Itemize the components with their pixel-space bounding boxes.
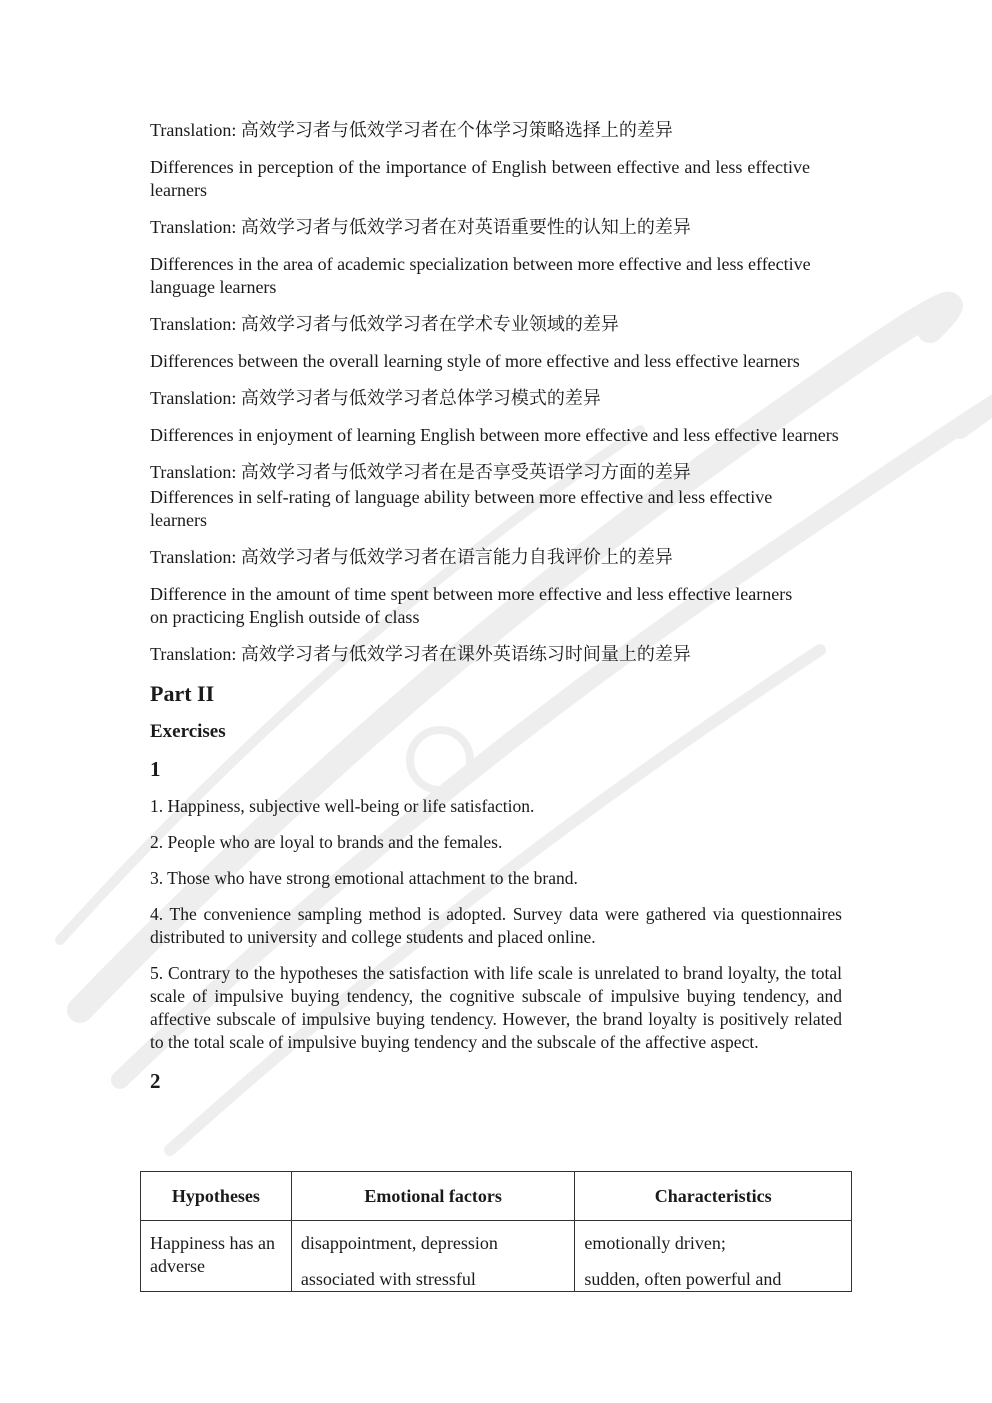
translation-line: Translation: 高效学习者与低效学习者在个体学习策略选择上的差异 (150, 120, 673, 140)
section-number: 2 (150, 1069, 161, 1093)
part-title: Part II (150, 681, 215, 706)
answer-item: 5. Contrary to the hypotheses the satisfaction with life scale is unrelated to brand loyalty, the total scale of impulsive buying tendency, the cognitive subscale of impulsive buying tendency, and affective subscale of impulsive buying tendency. However, the brand loyalty is positively related to the total scale of impulsive buying tendency and the subscale of the affective aspect. (150, 963, 842, 1052)
answer-item: 1. Happiness, subjective well-being or life satisfaction. (150, 796, 535, 816)
hypotheses-table (140, 1171, 852, 1292)
cell-text: emotionally driven; (584, 1233, 726, 1253)
table-row (141, 1221, 852, 1292)
english-line: Differences in the area of academic specialization between more effective and less effective language learners (150, 254, 811, 297)
header-emotional-factors: Emotional factors (291, 1172, 575, 1221)
cell-text: sudden, often powerful and (584, 1269, 782, 1289)
section-number: 1 (150, 757, 161, 781)
translation-line: Translation: 高效学习者与低效学习者总体学习模式的差异 (150, 388, 601, 408)
cell-characteristics (575, 1221, 852, 1292)
exercises-title: Exercises (150, 721, 226, 742)
document-body (150, 119, 842, 1094)
answer-item: 2. People who are loyal to brands and the females. (150, 832, 503, 852)
english-line: Difference in the amount of time spent between more effective and less effective learners on practicing English outside of class (150, 584, 793, 627)
table-header-row (141, 1172, 852, 1221)
header-hypotheses: Hypotheses (141, 1172, 292, 1221)
header-characteristics: Characteristics (575, 1172, 852, 1221)
cell-text: associated with stressful (300, 1269, 476, 1289)
cell-emotional-factors (291, 1221, 575, 1292)
english-line: Differences in self-rating of language ability between more effective and less effective learners (150, 487, 773, 530)
cell-hypotheses: Happiness has an adverse (141, 1221, 292, 1292)
answer-item: 4. The convenience sampling method is adopted. Survey data were gathered via questionnaires distributed to university and college students and placed online. (150, 904, 842, 947)
english-line: Differences between the overall learning style of more effective and less effective learners (150, 351, 800, 371)
translation-line: Translation: 高效学习者与低效学习者在课外英语练习时间量上的差异 (150, 644, 691, 664)
translation-line: Translation: 高效学习者与低效学习者在语言能力自我评价上的差异 (150, 547, 673, 567)
translation-line: Translation: 高效学习者与低效学习者在学术专业领域的差异 (150, 314, 619, 334)
answer-item: 3. Those who have strong emotional attachment to the brand. (150, 868, 578, 888)
cell-text: disappointment, depression (300, 1233, 498, 1253)
english-line: Differences in perception of the importance of English between effective and less effective learners (150, 157, 810, 200)
translation-line: Translation: 高效学习者与低效学习者在对英语重要性的认知上的差异 (150, 217, 691, 237)
english-line: Differences in enjoyment of learning English between more effective and less effective learners (150, 425, 839, 445)
hypotheses-table-wrapper (140, 1171, 852, 1292)
translation-line: Translation: 高效学习者与低效学习者在是否享受英语学习方面的差异 (150, 462, 691, 482)
